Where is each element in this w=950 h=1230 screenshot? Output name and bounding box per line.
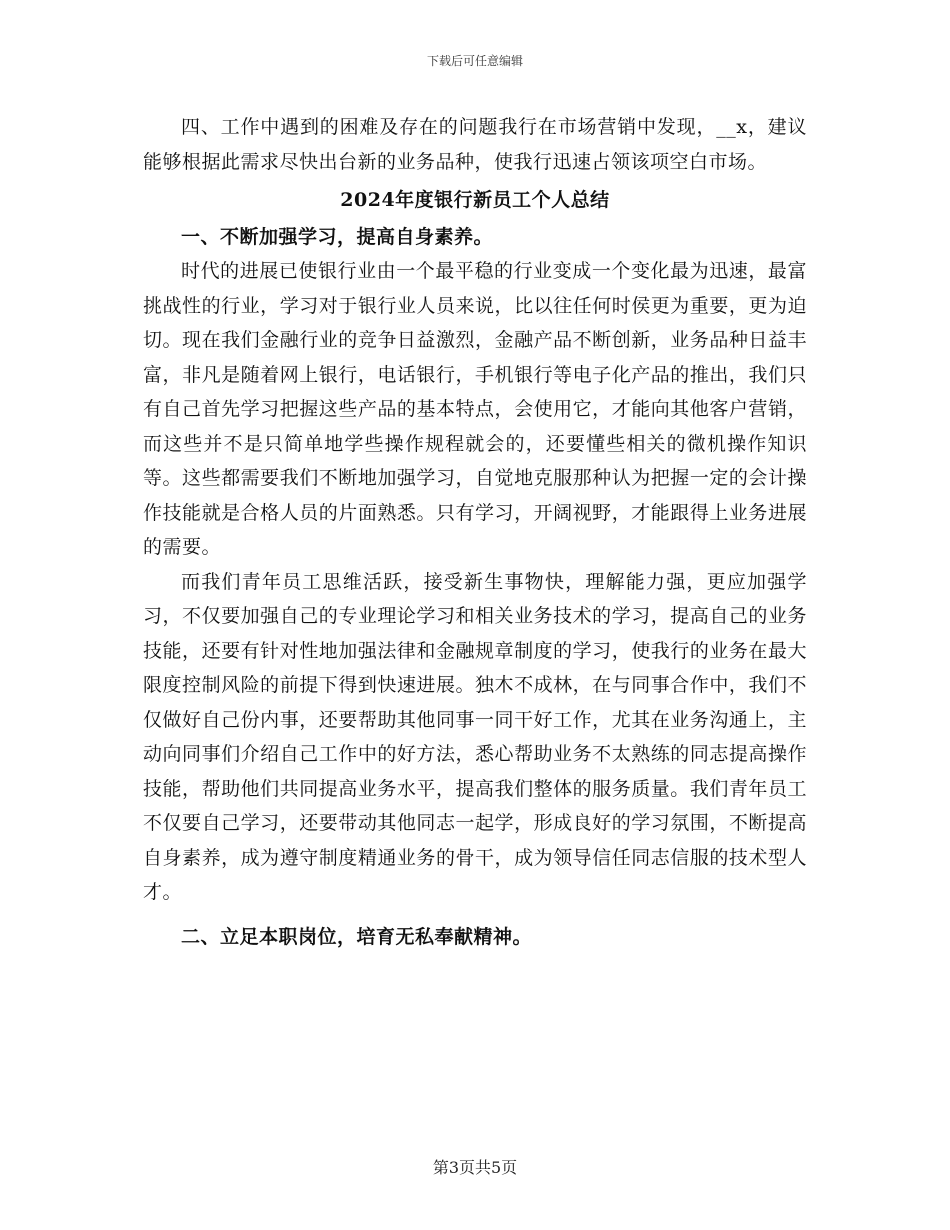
page-header-note: 下载后可任意编辑	[426, 54, 523, 68]
intro-paragraph: 四、工作中遇到的困难及存在的问题我行在市场营销中发现，__x，建议能够根据此需求尽快出台新的业务品种，使我行迅速占领该项空白市场。	[143, 116, 807, 173]
section-1-heading: 一、不断加强学习，提高自身素养。	[181, 225, 494, 248]
section-1-paragraph-1: 时代的进展已使银行业由一个最平稳的行业变成一个变化最为迅速，最富挑战性的行业，学习对于银行业人员来说，比以往任何时侯更为重要，更为迫切。现在我们金融行业的竞争日益激烈，金融产品不断创新，业务品种日益丰富，非凡是随着网上银行，电话银行，手机银行等电子化产品的推出，我们只有自己首先学习把握这些产品的基本特点，会使用它，才能向其他客户营销，而这些并不是只简单地学些操作规程就会的，还要懂些相关的微机操作知识等。这些都需要我们不断地加强学习，自觉地克服那种认为把握一定的会计操作技能就是合格人员的片面熟悉。只有学习，开阔视野，才能跟得上业务进展的需要。	[143, 260, 807, 558]
section-2-heading: 二、立足本职岗位，培育无私奉献精神。	[181, 925, 533, 948]
document-body	[143, 110, 807, 954]
document-title: 2024年度银行新员工个人总结	[340, 189, 610, 211]
section-1-paragraph-2: 而我们青年员工思维活跃，接受新生事物快，理解能力强，更应加强学习，不仅要加强自己的专业理论学习和相关业务技术的学习，提高自己的业务技能，还要有针对性地加强法律和金融规章制度的学习，使我行的业务在最大限度控制风险的前提下得到快速进展。独木不成林，在与同事合作中，我们不仅做好自己份内事，还要帮助其他同事一同干好工作，尤其在业务沟通上，主动向同事们介绍自己工作中的好方法，悉心帮助业务不太熟练的同志提高操作技能，帮助他们共同提高业务水平，提高我们整体的服务质量。我们青年员工不仅要自己学习，还要带动其他同志一起学，形成良好的学习氛围，不断提高自身素养，成为遵守制度精通业务的骨干，成为领导信任同志信服的技术型人才。	[143, 570, 807, 903]
page-number: 第3页共5页	[432, 1158, 518, 1177]
